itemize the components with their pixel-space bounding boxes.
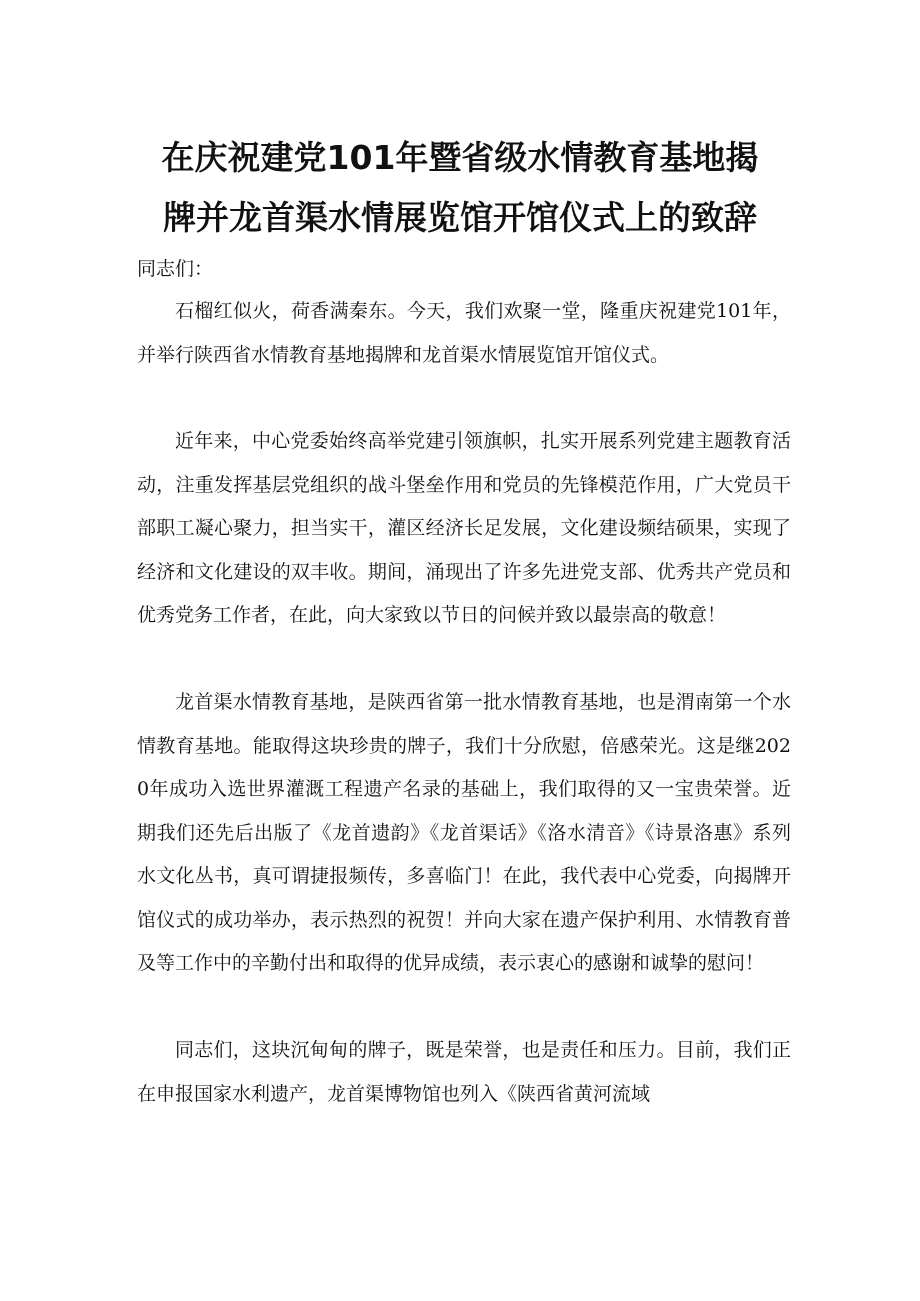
paragraph-responsibility: 同志们，这块沉甸甸的牌子，既是荣誉，也是责任和压力。目前，我们正在申报国家水利遗产，龙首渠博物馆也列入《陕西省黄河流域: [137, 1039, 791, 1105]
salutation: 同志们：: [137, 258, 214, 280]
document-title-line-2: 牌并龙首渠水情展览馆开馆仪式上的致辞: [163, 198, 757, 237]
paragraph-education-base: 龙首渠水情教育基地，是陕西省第一批水情教育基地，也是渭南第一个水情教育基地。能取得这块珍贵的牌子，我们十分欣慰，倍感荣光。这是继2020年成功入选世界灌溉工程遗产名录的基础上，我们取得的又一宝贵荣誉。近期我们还先后出版了《龙首遗韵》《龙首渠话》《洛水清音》《诗景洛惠》系列水文化丛书，真可谓捷报频传，多喜临门！在此，我代表中心党委，向揭牌开馆仪式的成功举办，表示热烈的祝贺！并向大家在遗产保护利用、水情教育普及等工作中的辛勤付出和取得的优异成绩，表示衷心的感谢和诚挚的慰问！: [137, 691, 791, 974]
paragraph-opening: 石榴红似火，荷香满秦东。今天，我们欢聚一堂，隆重庆祝建党101年，并举行陕西省水情教育基地揭牌和龙首渠水情展览馆开馆仪式。: [137, 300, 791, 366]
paragraph-achievements: 近年来，中心党委始终高举党建引领旗帜，扎实开展系列党建主题教育活动，注重发挥基层党组织的战斗堡垒作用和党员的先锋模范作用，广大党员干部职工凝心聚力，担当实干，灌区经济长足发展，文化建设频结硕果，实现了经济和文化建设的双丰收。期间，涌现出了许多先进党支部、优秀共产党员和优秀党务工作者，在此，向大家致以节日的问候并致以最崇高的敬意！: [137, 430, 791, 626]
document-title-line-1: 在庆祝建党101年暨省级水情教育基地揭: [161, 138, 759, 177]
